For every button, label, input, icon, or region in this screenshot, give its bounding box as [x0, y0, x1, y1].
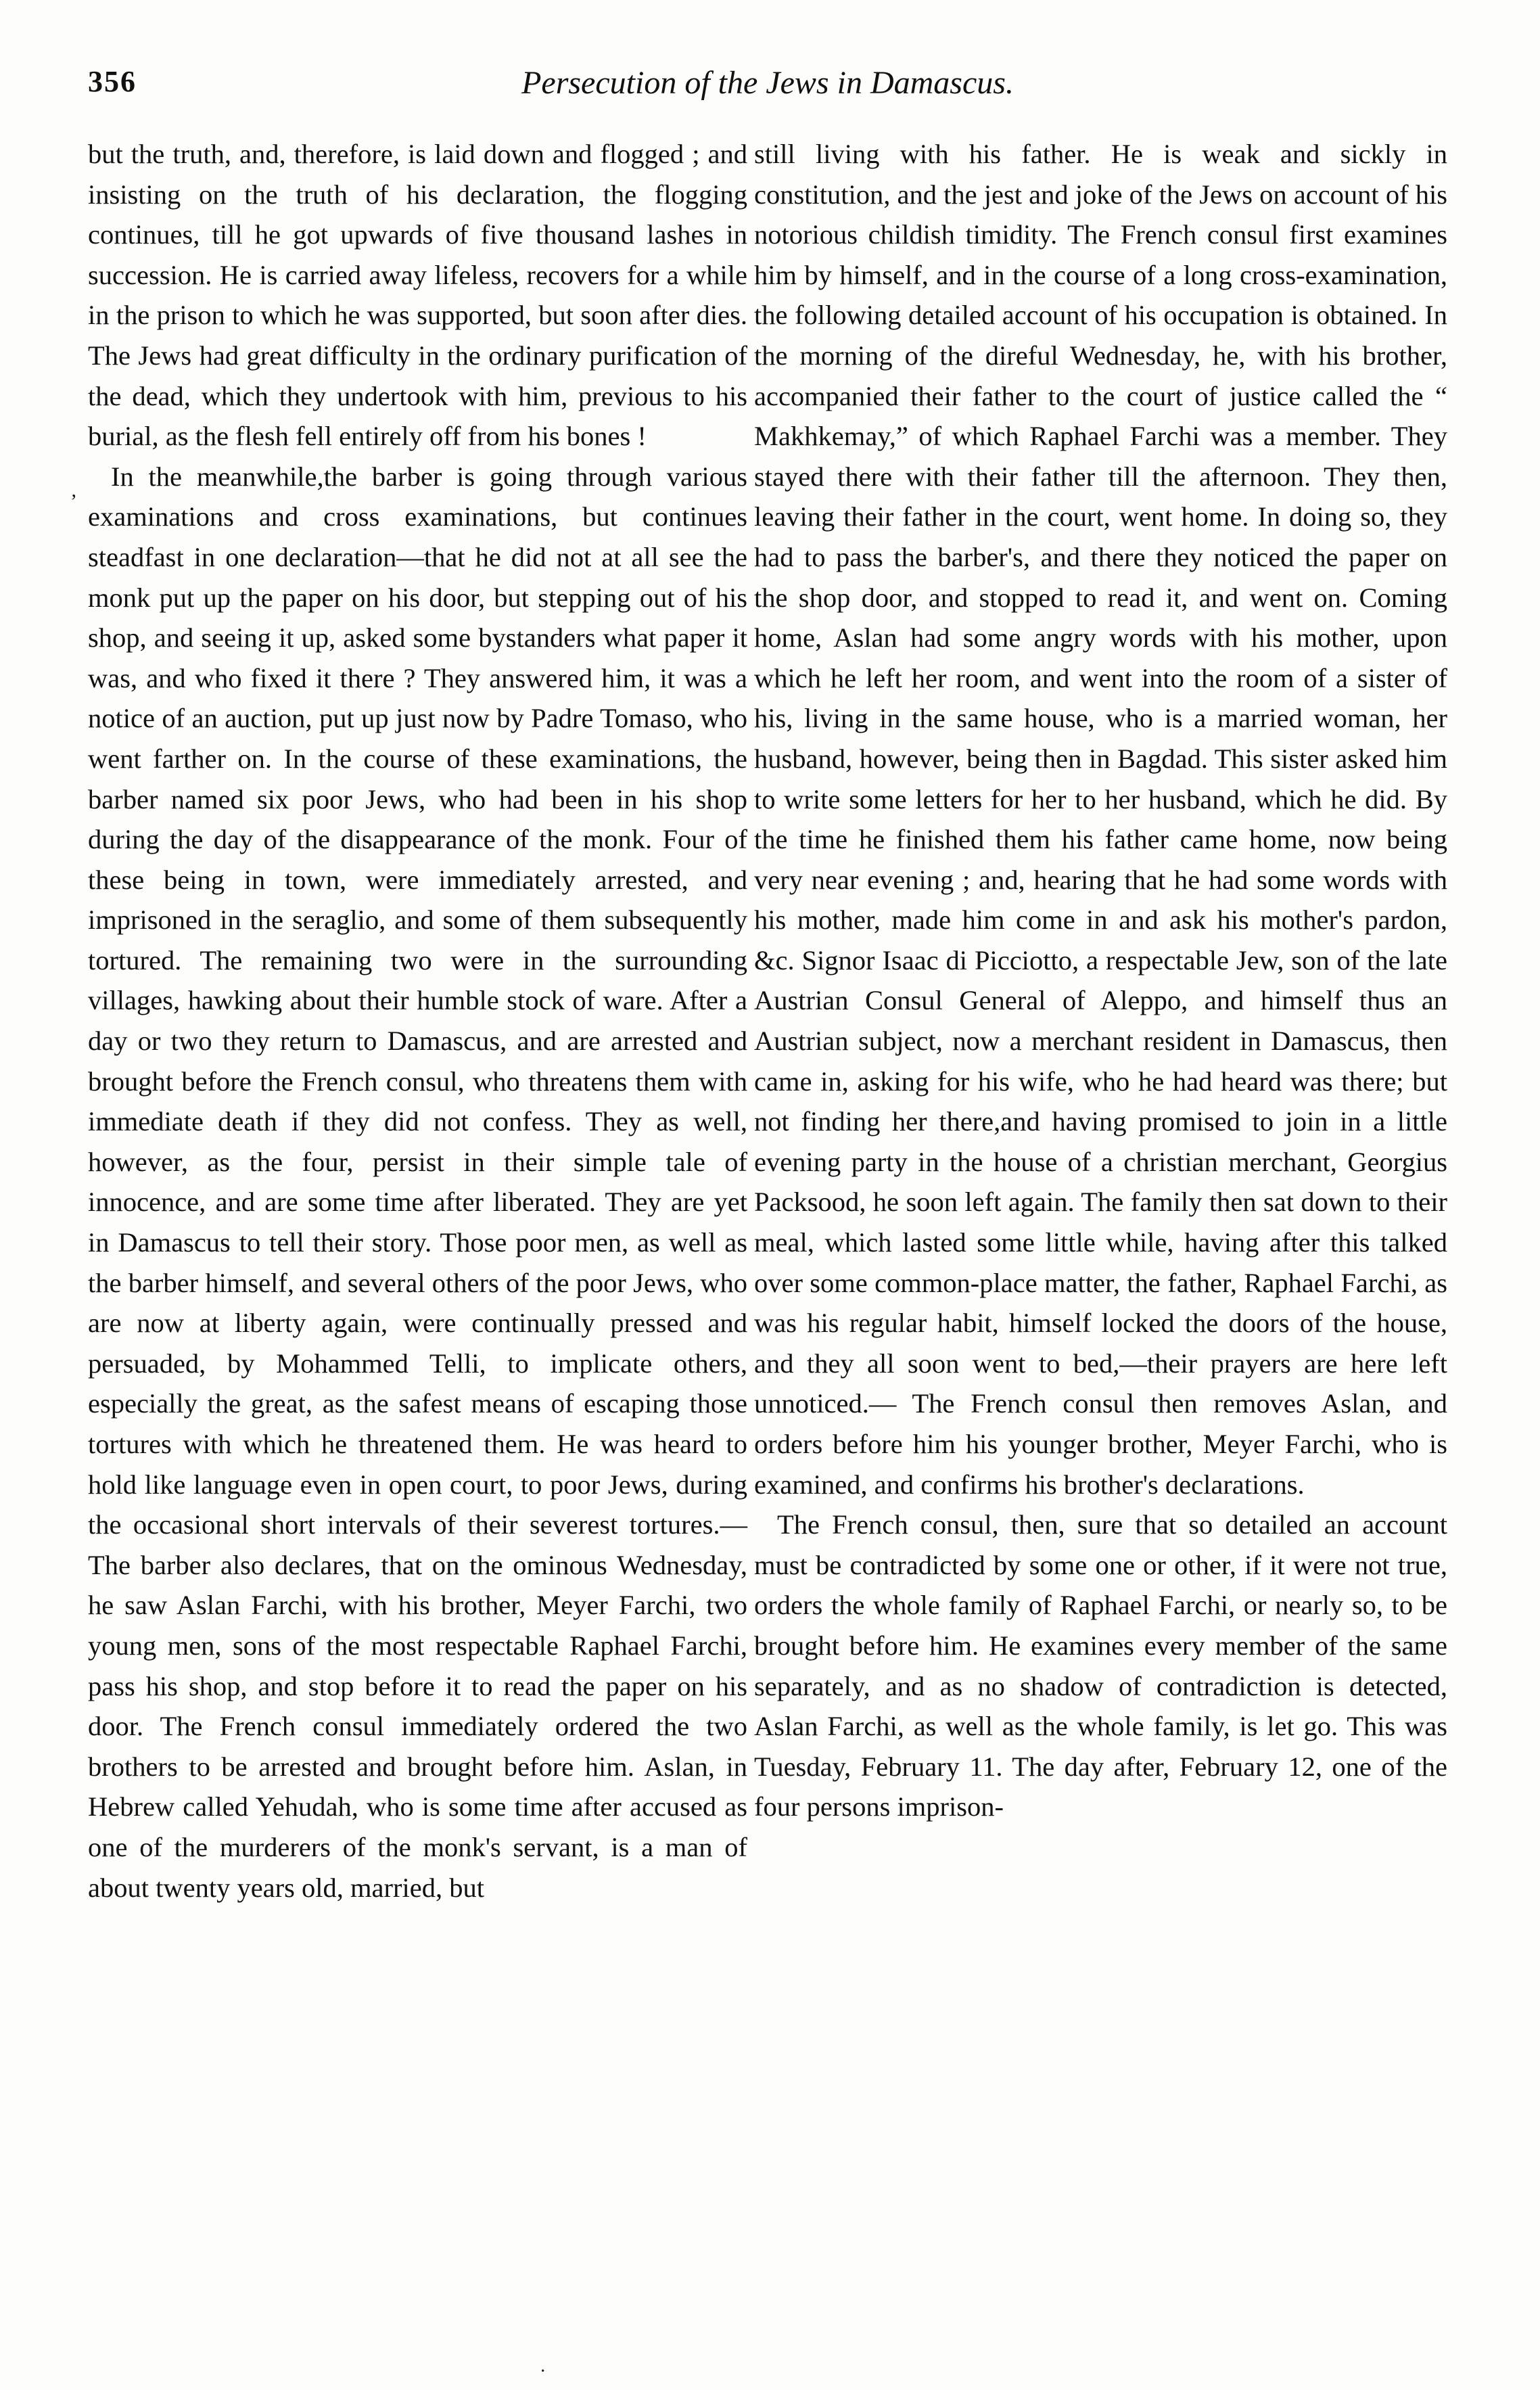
print-dot: ·: [540, 2361, 546, 2382]
right-paragraph-1: still living with his father. He is weak and sickly in constitution, and the jest and joke of the Jews on account of his notorious childish timidity. The French consul first examines him by himself, and in the course of a long cross-examination, the following detailed account of his occupation is obtained. In the morning of the direful Wednesday, he, with his brother, accompanied their father to the court of justice called the “ Makhkemay,” of which Raphael Farchi was a member. They stayed there with their father till the afternoon. They then, leaving their father in the court, went home. In doing so, they had to pass the barber's, and there they noticed the paper on the shop door, and stopped to read it, and went on. Coming home, Aslan had some angry words with his mother, upon which he left her room, and went into the room of a sister of his, living in the same house, who is a married woman, her husband, however, being then in Bagdad. This sister asked him to write some letters for her to her husband, which he did. By the time he finished them his father came home, now being very near evening ; and, hearing that he had some words with his mother, made him come in and ask his mother's pardon, &c. Signor Isaac di Picciotto, a respectable Jew, son of the late Austrian Consul General of Aleppo, and himself thus an Austrian subject, now a merchant resident in Damascus, then came in, asking for his wife, who he had heard was there; but not finding her there,and having promised to join in a little evening party in the house of a christian merchant, Georgius Packsood, he soon left again. The family then sat down to their meal, which lasted some little while, having after this talked over some common-place matter, the father, Raphael Farchi, as was his regular habit, himself locked the doors of the house, and they all soon went to bed,—their prayers are here left unnoticed.— The French consul then removes Aslan, and orders before him his younger brother, Meyer Farchi, who is examined, and confirms his brother's declarations.: [754, 139, 1447, 1500]
margin-speck: ʼ: [70, 490, 77, 513]
right-column: [754, 134, 1447, 1827]
right-paragraph-2: The French consul, then, sure that so detailed an account must be contradicted by some one or other, if it were not true, orders the whole family of Raphael Farchi, or nearly so, to be brought before him. He examines every member of the same separately, and as no shadow of contradiction is detected, Aslan Farchi, as well as the whole family, is let go. This was Tuesday, February 11. The day after, February 12, one of the four persons imprison-: [754, 1509, 1447, 1822]
page-number: 356: [88, 65, 137, 98]
left-paragraph-1: but the truth, and, therefore, is laid down and flogged ; and insisting on the truth of his declaration, the flogging continues, till he got upwards of five thousand lashes in succession. He is carried away lifeless, recovers for a while in the prison to which he was supported, but soon after dies. The Jews had great difficulty in the ordinary purification of the dead, which they undertook with him, previous to his burial, as the flesh fell entirely off from his bones !: [88, 139, 747, 452]
left-column: [88, 134, 747, 1908]
running-title: Persecution of the Jews in Damascus.: [521, 65, 1014, 101]
page-header: [88, 64, 1447, 132]
left-paragraph-2: In the meanwhile,the barber is going through various examinations and cross examinations, but continues steadfast in one declaration—that he did not at all see the monk put up the paper on his door, but stepping out of his shop, and seeing it up, asked some bystanders what paper it was, and who fixed it there ? They answered him, it was a notice of an auction, put up just now by Padre Tomaso, who went farther on. In the course of these examinations, the barber named six poor Jews, who had been in his shop during the day of the disappearance of the monk. Four of these being in town, were immediately arrested, and imprisoned in the seraglio, and some of them subsequently tortured. The remaining two were in the surrounding villages, hawking about their humble stock of ware. After a day or two they return to Damascus, and are arrested and brought before the French consul, who threatens them with immediate death if they did not confess. They as well, however, as the four, persist in their simple tale of innocence, and are some time after liberated. They are yet in Damascus to tell their story. Those poor men, as well as the barber himself, and several others of the poor Jews, who are now at liberty again, were continually pressed and persuaded, by Mohammed Telli, to implicate others, especially the great, as the safest means of escaping those tortures with which he threatened them. He was heard to hold like language even in open court, to poor Jews, during the occasional short intervals of their severest tortures.— The barber also declares, that on the ominous Wednesday, he saw Aslan Farchi, with his brother, Meyer Farchi, two young men, sons of the most respectable Raphael Farchi, pass his shop, and stop before it to read the paper on his door. The French consul immediately ordered the two brothers to be arrested and brought before him. Aslan, in Hebrew called Yehudah, who is some time after accused as one of the murderers of the monk's servant, is a man of about twenty years old, married, but: [88, 461, 747, 1903]
